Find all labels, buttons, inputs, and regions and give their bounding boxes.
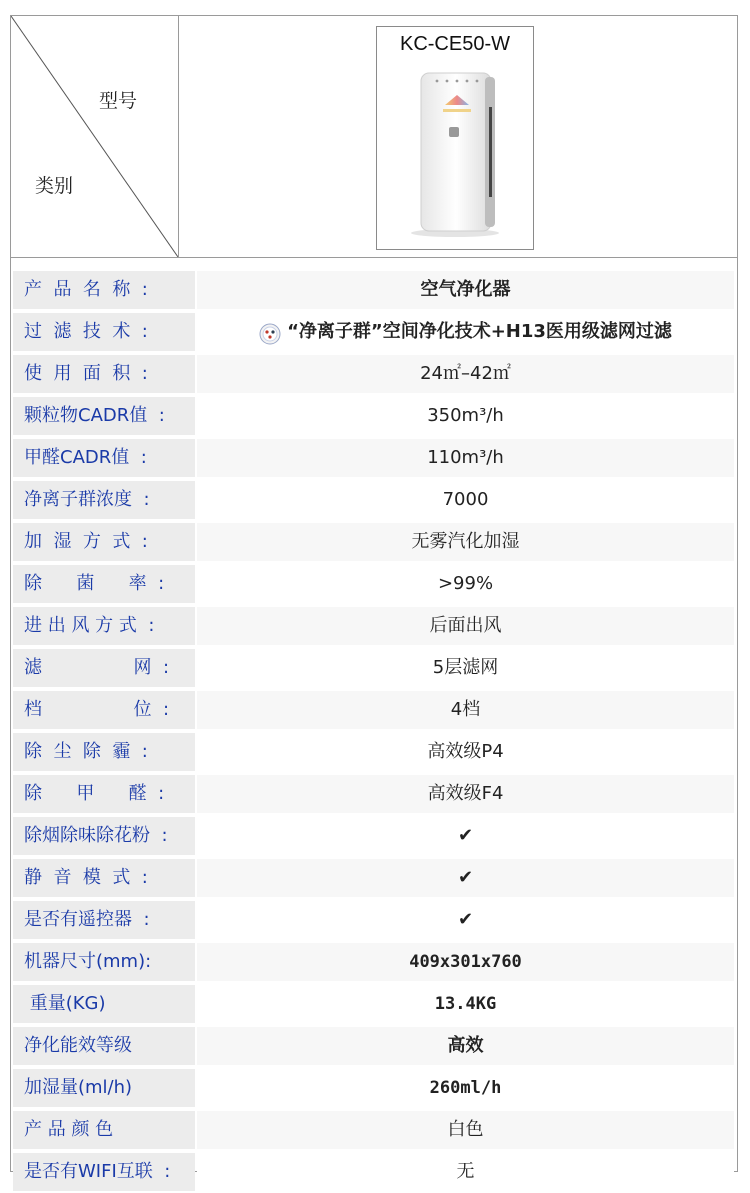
spec-label: 除 尘 除 霾 :	[13, 733, 195, 771]
spec-label: 机器尺寸(mm):	[13, 943, 195, 981]
spec-row	[11, 479, 737, 521]
product-image-card	[376, 26, 534, 250]
diagonal-divider	[11, 16, 178, 257]
spec-row	[11, 1025, 737, 1067]
spec-value: 空气净化器	[197, 271, 734, 309]
spec-value: 110m³/h	[197, 439, 734, 477]
spec-label: 净化能效等级	[13, 1027, 195, 1065]
header-corner-cell	[11, 16, 179, 257]
spec-row	[11, 1109, 737, 1151]
spec-row	[11, 983, 737, 1025]
spec-row	[11, 941, 737, 983]
category-header-label: 类别	[35, 175, 74, 197]
spec-row	[11, 311, 737, 353]
spec-label: 除烟除味除花粉 :	[13, 817, 195, 855]
spec-value: 无	[197, 1153, 734, 1191]
spec-value: ✔	[197, 859, 734, 897]
spec-label: 使 用 面 积 :	[13, 355, 195, 393]
spec-value	[197, 313, 734, 351]
spec-row	[11, 857, 737, 899]
model-header-label: 型号	[99, 90, 138, 112]
spec-label: 滤 网 :	[13, 649, 195, 687]
spec-value: 409x301x760	[197, 943, 734, 981]
spec-label: 甲醛CADR值 :	[13, 439, 195, 477]
spec-row	[11, 395, 737, 437]
spec-value: 高效级F4	[197, 775, 734, 813]
spec-row	[11, 563, 737, 605]
spec-row	[11, 773, 737, 815]
spec-value: 5层滤网	[197, 649, 734, 687]
spec-value: 高效	[197, 1027, 734, 1065]
spec-label: 过 滤 技 术 :	[13, 313, 195, 351]
spec-rows	[11, 269, 737, 1193]
air-purifier-image	[405, 67, 505, 243]
spec-label: 加湿量(ml/h)	[13, 1069, 195, 1107]
spec-value: 13.4KG	[197, 985, 734, 1023]
spec-label: 除 菌 率 :	[13, 565, 195, 603]
spec-label: 除 甲 醛 :	[13, 775, 195, 813]
spec-value: 白色	[197, 1111, 734, 1149]
spec-row	[11, 689, 737, 731]
spec-value: ✔	[197, 901, 734, 939]
spec-value: 4档	[197, 691, 734, 729]
spec-label: 档 位 :	[13, 691, 195, 729]
spec-row	[11, 437, 737, 479]
spec-row	[11, 647, 737, 689]
table-header	[11, 16, 737, 258]
spec-row	[11, 521, 737, 563]
spec-label: 产 品 名 称 :	[13, 271, 195, 309]
spec-row	[11, 815, 737, 857]
spec-label: 是否有遥控器 :	[13, 901, 195, 939]
spec-label: 静 音 模 式 :	[13, 859, 195, 897]
spec-label: 重量(KG)	[13, 985, 195, 1023]
spec-value: ✔	[197, 817, 734, 855]
spec-value: 350m³/h	[197, 397, 734, 435]
spec-value: 后面出风	[197, 607, 734, 645]
spec-label: 净离子群浓度 :	[13, 481, 195, 519]
spec-value: 24㎡–42㎡	[197, 355, 734, 393]
model-name: KC-CE50-W	[399, 33, 510, 55]
spec-value-text: “净离子群”空间净化技术+H13医用级滤网过滤	[287, 321, 672, 342]
spec-value: 260ml/h	[197, 1069, 734, 1107]
spec-row	[11, 1067, 737, 1109]
plasmacluster-logo-icon	[259, 321, 281, 343]
spec-row	[11, 899, 737, 941]
spec-label: 产 品 颜 色	[13, 1111, 195, 1149]
spec-value: 高效级P4	[197, 733, 734, 771]
spec-value: 无雾汽化加湿	[197, 523, 734, 561]
spec-value: >99%	[197, 565, 734, 603]
spec-row	[11, 731, 737, 773]
spec-row	[11, 1151, 737, 1193]
spec-row	[11, 353, 737, 395]
spec-row	[11, 605, 737, 647]
spec-label: 是否有WIFI互联 :	[13, 1153, 195, 1191]
spec-value: 7000	[197, 481, 734, 519]
spec-table	[10, 15, 738, 1182]
spec-row	[11, 269, 737, 311]
spec-label: 颗粒物CADR值 :	[13, 397, 195, 435]
spec-label: 进 出 风 方 式 :	[13, 607, 195, 645]
spec-label: 加 湿 方 式 :	[13, 523, 195, 561]
